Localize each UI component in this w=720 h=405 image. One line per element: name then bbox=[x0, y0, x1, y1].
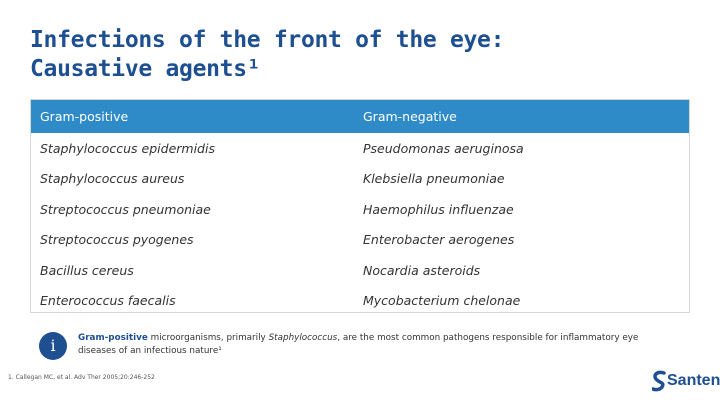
table-row bbox=[31, 255, 689, 286]
gram-positive-cell: Bacillus cereus bbox=[40, 262, 134, 278]
info-note bbox=[78, 332, 668, 357]
info-icon: i bbox=[39, 332, 67, 360]
reference-footnote: 1. Callegan MC, et al. Adv Ther 2005;20:246-252 bbox=[8, 374, 155, 381]
note-text-1: microorganisms, primarily bbox=[147, 333, 269, 343]
table-row bbox=[31, 133, 689, 164]
table-row bbox=[31, 225, 689, 256]
note-text-2: , are the most common pathogens responsible for inflammatory eye diseases of an infectious nature¹ bbox=[78, 333, 639, 356]
table-row bbox=[31, 164, 689, 195]
gram-positive-cell: Streptococcus pneumoniae bbox=[40, 201, 211, 217]
gram-positive-cell: Staphylococcus epidermidis bbox=[40, 140, 215, 156]
santen-logo bbox=[652, 370, 720, 392]
santen-swoosh-icon bbox=[652, 370, 666, 392]
table-row bbox=[31, 286, 689, 317]
gram-positive-cell: Staphylococcus aureus bbox=[40, 171, 185, 187]
gram-negative-cell: Haemophilus influenzae bbox=[363, 201, 514, 217]
header-gram-negative: Gram-negative bbox=[363, 109, 457, 124]
gram-positive-cell: Streptococcus pyogenes bbox=[40, 232, 194, 248]
table-header bbox=[31, 100, 689, 133]
note-bold: Gram-positive bbox=[78, 333, 148, 343]
title-line-1: Infections of the front of the eye: bbox=[30, 27, 505, 53]
gram-negative-cell: Mycobacterium chelonae bbox=[363, 293, 521, 309]
gram-negative-cell: Enterobacter aerogenes bbox=[363, 232, 515, 248]
gram-negative-cell: Nocardia asteroids bbox=[363, 262, 481, 278]
table-row bbox=[31, 194, 689, 225]
gram-negative-cell: Klebsiella pneumoniae bbox=[363, 171, 505, 187]
note-italic: Staphylococcus bbox=[268, 333, 338, 343]
header-gram-positive: Gram-positive bbox=[40, 109, 129, 124]
agents-table bbox=[30, 99, 690, 313]
gram-negative-cell: Pseudomonas aeruginosa bbox=[363, 140, 524, 156]
gram-positive-cell: Enterococcus faecalis bbox=[40, 293, 176, 309]
title-line-2: Causative agents¹ bbox=[30, 56, 261, 82]
page-title bbox=[30, 26, 504, 84]
logo-text: Santen bbox=[667, 372, 720, 389]
